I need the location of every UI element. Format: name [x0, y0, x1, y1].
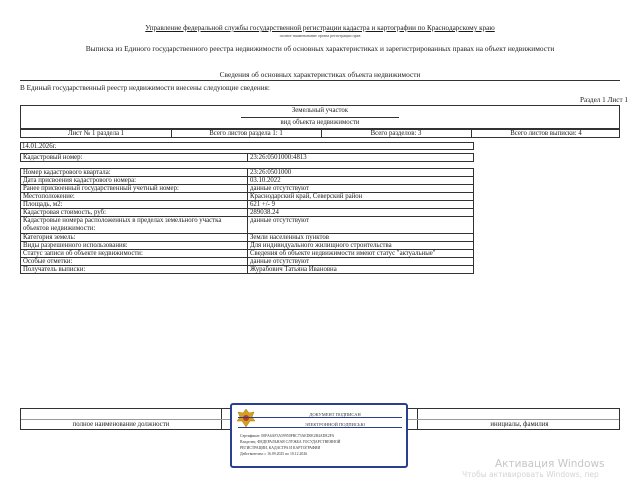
cadastral-table — [20, 153, 474, 162]
date-row — [20, 142, 474, 150]
document-title: Выписка из Единого государственного реестра недвижимости об основных характеристиках и зарегистрированных правах на объект недвижимости — [85, 44, 555, 53]
row-value: данные отсутствуют — [248, 217, 474, 234]
table-row — [21, 266, 474, 274]
table-row — [21, 201, 474, 209]
row-label: Номер кадастрового квартала: — [21, 169, 248, 177]
stamp-line1: ДОКУМЕНТ ПОДПИСАН — [309, 412, 361, 417]
cadastral-value: 23:26:0501000:4813 — [248, 154, 474, 162]
row-label: Ранее присвоенный государственный учетный номер: — [21, 185, 248, 193]
organization-note: полное наименование органа регистрации прав — [279, 33, 361, 38]
row-label: Виды разрешенного использования: — [21, 242, 248, 250]
sheet-number: Лист № 1 раздела 1 — [67, 130, 125, 137]
row-value: 621 +/- 9 — [248, 201, 474, 209]
emblem-icon — [236, 407, 256, 429]
section-label: Раздел 1 Лист 1 — [580, 96, 628, 104]
sheet-info-row — [20, 129, 620, 138]
windows-activation-title: Активация Windows — [495, 458, 605, 470]
table-row — [21, 193, 474, 201]
row-label: Статус записи об объекте недвижимости: — [21, 250, 248, 258]
total-sheets-section: Всего листов раздела 1: 1 — [209, 130, 283, 137]
cadastral-label: Кадастровый номер: — [21, 154, 248, 162]
table-row — [21, 234, 474, 242]
row-value: данные отсутствуют — [248, 258, 474, 266]
characteristics-table — [20, 168, 474, 274]
table-row — [21, 242, 474, 250]
windows-activation-subtitle: Чтобы активировать Windows, пер — [462, 470, 599, 479]
initials-label: инициалы, фамилия — [490, 421, 549, 428]
table-row — [21, 209, 474, 217]
row-value: 03.10.2022 — [248, 177, 474, 185]
row-value: Журабович Татьяна Ивановна — [248, 266, 474, 274]
row-label: Получатель выписки: — [21, 266, 248, 274]
row-value: Сведения об объекте недвижимости имеют статус "актуальные" — [248, 250, 474, 258]
divider — [20, 80, 620, 81]
row-value: Краснодарский край, Северский район — [248, 193, 474, 201]
stamp-band — [238, 417, 402, 418]
table-row — [21, 154, 474, 162]
stamp-owner: Владелец: ФЕДЕРАЛЬНАЯ СЛУЖБА ГОСУДАРСТВЕННОЙ — [240, 440, 341, 444]
intro-text: В Единый государственный реестр недвижимости внесены следующие сведения: — [20, 84, 270, 92]
row-label: Площадь, м2: — [21, 201, 248, 209]
row-value: Для индивидуального жилищного строительства — [248, 242, 474, 250]
table-row — [21, 217, 474, 234]
table-row — [21, 185, 474, 193]
position-label: полное наименование должности — [72, 421, 170, 428]
total-sheets-extract: Всего листов выписки: 4 — [510, 130, 582, 137]
total-sections: Всего разделов: 3 — [370, 130, 422, 137]
stamp-owner2: РЕГИСТРАЦИИ, КАДАСТРА И КАРТОГРАФИИ — [240, 446, 321, 450]
table-row — [21, 177, 474, 185]
table-row — [21, 169, 474, 177]
row-value: 289038.24 — [248, 209, 474, 217]
section-title: Сведения об основных характеристиках объекта недвижимости — [219, 70, 421, 79]
row-label: Дата присвоения кадастрового номера: — [21, 177, 248, 185]
table-row — [21, 258, 474, 266]
object-name: Земельный участок — [291, 107, 349, 114]
row-value: 23:26:0501000 — [248, 169, 474, 177]
object-name-underline — [241, 117, 399, 118]
row-value: данные отсутствуют — [248, 185, 474, 193]
row-value: Земли населенных пунктов — [248, 234, 474, 242]
row-label: Категория земель: — [21, 234, 248, 242]
row-label: Особые отметки: — [21, 258, 248, 266]
extract-date: 14.01.2026г. — [22, 143, 57, 150]
row-label: Кадастровая стоимость, руб: — [21, 209, 248, 217]
object-kind-label: вид объекта недвижимости — [280, 119, 360, 126]
row-label: Кадастровые номера расположенных в пределах земельного участка объектов недвижимости: — [21, 217, 248, 234]
row-label: Местоположение: — [21, 193, 248, 201]
stamp-valid: Действителен: с 16.09.2025 по 10.12.2026 — [240, 452, 308, 456]
stamp-info — [240, 433, 408, 457]
stamp-band — [238, 427, 402, 428]
stamp-line2: ЭЛЕКТРОННОЙ ПОДПИСЬЮ — [304, 422, 366, 427]
object-type-box — [20, 105, 620, 129]
electronic-signature-stamp — [230, 403, 408, 468]
stamp-certificate: Сертификат: 00FA6AF3A59950FBC73AED0E2B4ADE2FA — [240, 434, 335, 438]
organization-name: Управление федеральной службы государственной регистрации кадастра и картографии по Краснодарскому краю — [145, 24, 495, 32]
table-row — [21, 250, 474, 258]
